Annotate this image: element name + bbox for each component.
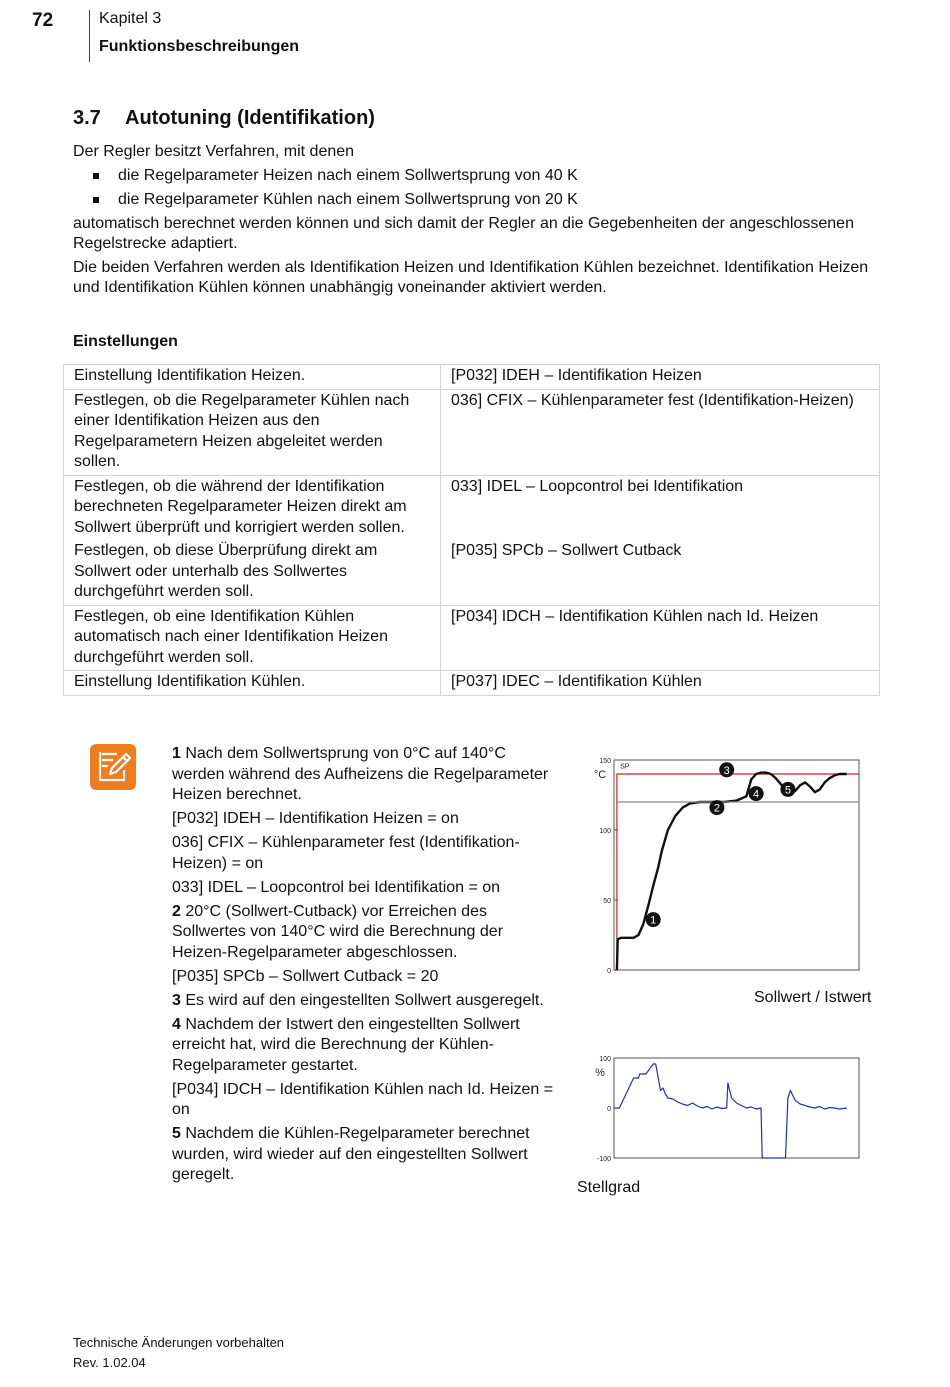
y-tick-label: -100 [596, 1156, 611, 1163]
setting-parameter: [P037] IDEC – Identifikation Kühlen [441, 671, 880, 696]
setting-parameter: [P035] SPCb – Sollwert Cutback [451, 541, 682, 559]
note-text: 20°C (Sollwert-Cutback) vor Erreichen des Sollwertes von 140°C wird die Berechnung der Heizen-Regelparameter abgeschlossen. [172, 902, 504, 961]
note-item [172, 1080, 562, 1121]
table-row [64, 365, 880, 390]
setting-parameter-group [441, 475, 880, 605]
intro-bullet: die Regelparameter Kühlen nach einem Sollwertsprung von 20 K [118, 190, 883, 210]
note-text: [P034] IDCH – Identifikation Kühlen nach Id. Heizen = on [172, 1080, 554, 1118]
note-text: Es wird auf den eingestellten Sollwert ausgeregelt. [180, 991, 544, 1009]
page-number: 72 [32, 10, 54, 31]
step-marker-label: 4 [753, 788, 760, 801]
series-line [614, 774, 859, 970]
setting-description: Einstellung Identifikation Kühlen. [64, 671, 441, 696]
table-row [64, 605, 880, 671]
note-number: 1 [172, 745, 181, 762]
setpoint-actual-chart [584, 752, 874, 977]
setting-description: Festlegen, ob die Regelparameter Kühlen nach einer Identifikation Heizen aus den Regelparametern Heizen abgeleitet werden sollen. [64, 389, 441, 475]
header-divider [89, 10, 90, 62]
note-number: 3 [172, 991, 181, 1009]
note-item [172, 967, 562, 988]
chart-caption: Sollwert / Istwert [754, 989, 872, 1006]
intro-bullet: die Regelparameter Heizen nach einem Sollwertsprung von 40 K [118, 166, 883, 186]
table-row [64, 671, 880, 696]
chart-caption: Stellgrad [577, 1179, 641, 1196]
y-tick-label: 100 [599, 1056, 611, 1063]
intro-paragraph: Die beiden Verfahren werden als Identifikation Heizen und Identifikation Kühlen bezeichnet. Identifikation Heizen und Identifikation Kühlen können unabhängig voneinander aktiviert werden. [73, 259, 869, 296]
step-marker-label: 3 [723, 764, 730, 777]
note-item [172, 833, 562, 874]
note-text: 036] CFIX – Kühlenparameter fest (Identifikation-Heizen) = on [172, 834, 520, 872]
step-marker-label: 1 [650, 914, 657, 927]
note-text: [P035] SPCb – Sollwert Cutback = 20 [172, 967, 439, 985]
note-number: 5 [172, 1125, 181, 1142]
y-tick-label: 0 [607, 968, 611, 975]
y-axis-label: % [595, 1067, 605, 1079]
note-number: 2 [172, 902, 181, 920]
intro-paragraph: automatisch berechnet werden können und sich damit der Regler an die Gegebenheiten der angeschlossenen Regelstrecke adaptiert. [73, 215, 854, 252]
table-row [64, 475, 880, 605]
intro-lead: Der Regler besitzt Verfahren, mit denen [73, 143, 355, 160]
y-axis-label: °C [593, 769, 607, 781]
setting-description: Festlegen, ob die während der Identifikation berechneten Regelparameter Heizen direkt am Sollwert überprüft und korrigiert werden sollen. [74, 477, 407, 536]
setting-description: Festlegen, ob eine Identifikation Kühlen automatisch nach einer Identifikation Heizen durchgeführt werden soll. [64, 605, 441, 671]
section-number: 3.7 [73, 107, 101, 129]
header-chapter: Kapitel 3 [99, 10, 162, 27]
intro-bullet-list [73, 166, 883, 210]
note-item [172, 809, 562, 830]
footer-revision: Rev. 1.02.04 [73, 1355, 146, 1370]
step-marker-label: 5 [784, 784, 792, 797]
table-row [64, 389, 880, 475]
note-item [172, 878, 562, 899]
note-text: Nachdem der Istwert den eingestellten Sollwert erreicht hat, wird die Berechnung der Kühlen-Regelparameter gestartet. [172, 1015, 520, 1074]
chart-annotation: SP [620, 763, 630, 771]
note-text: [P032] IDEH – Identifikation Heizen = on [172, 810, 459, 827]
note-text: Nach dem Sollwertsprung von 0°C auf 140°C werden während des Aufheizens die Regelparameter Heizen berechnet. [172, 745, 549, 803]
footer-note: Technische Änderungen vorbehalten [73, 1335, 285, 1350]
note-number: 4 [172, 1015, 181, 1033]
output-level-chart [584, 1050, 874, 1170]
plot-frame [614, 760, 859, 970]
setting-description-group [64, 475, 441, 605]
pencil-note-icon [90, 744, 136, 790]
intro-text [73, 142, 883, 298]
y-tick-label: 0 [607, 1106, 611, 1113]
y-tick-label: 100 [599, 828, 611, 835]
setting-parameter: [P034] IDCH – Identifikation Kühlen nach Id. Heizen [441, 605, 880, 671]
settings-heading: Einstellungen [73, 333, 178, 350]
section-heading [73, 107, 375, 130]
series-line [614, 1064, 847, 1158]
note-item [172, 1015, 562, 1077]
setting-parameter: 033] IDEL – Loopcontrol bei Identifikation [451, 477, 744, 495]
note-text: 033] IDEL – Loopcontrol bei Identifikation = on [172, 878, 501, 896]
setting-description: Einstellung Identifikation Heizen. [64, 365, 441, 390]
note-item [172, 991, 562, 1012]
y-tick-label: 150 [599, 758, 611, 765]
step-marker-label: 2 [713, 802, 720, 815]
note-item [172, 902, 562, 964]
y-tick-label: 50 [603, 898, 611, 905]
setting-description: Festlegen, ob diese Überprüfung direkt am Sollwert oder unterhalb des Sollwertes durchgeführt werden soll. [74, 542, 378, 600]
header-title: Funktionsbeschreibungen [99, 38, 300, 55]
note-text: Nachdem die Kühlen-Regelparameter berechnet wurden, wird wieder auf den eingestellten Sollwert geregelt. [172, 1125, 530, 1183]
note-item [172, 744, 562, 806]
setting-parameter: 036] CFIX – Kühlenparameter fest (Identifikation-Heizen) [441, 389, 880, 475]
note-list [172, 744, 562, 1189]
note-item [172, 1124, 562, 1186]
setting-parameter: [P032] IDEH – Identifikation Heizen [441, 365, 880, 390]
section-title: Autotuning (Identifikation) [125, 107, 375, 129]
settings-table [63, 364, 880, 696]
